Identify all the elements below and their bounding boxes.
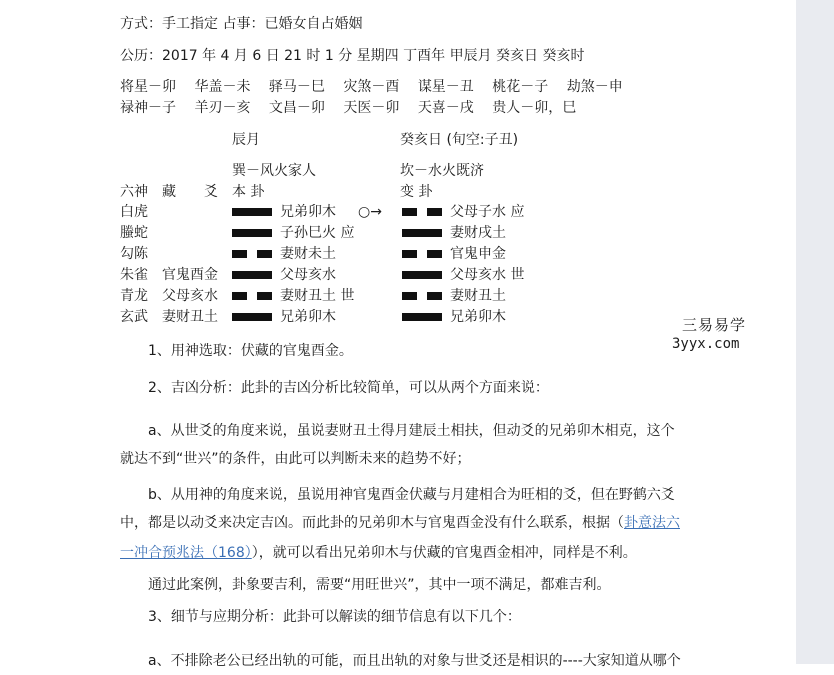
reference-link-cont[interactable]: 一冲合预兆法（168） — [120, 545, 252, 561]
para-a-line2: 就达不到“世兴”的条件，由此可以判断未来的趋势不好； — [120, 451, 471, 467]
shensha-item: 驿马－巳 — [268, 79, 325, 95]
yin-line-left — [402, 292, 417, 300]
fushen-label: 官鬼酉金 — [162, 267, 218, 283]
liushen-label: 螣蛇 — [120, 225, 148, 241]
ben-yao-text: 兄弟卯木 — [280, 204, 336, 220]
bian-yao-text: 兄弟卯木 — [450, 309, 506, 325]
ben-yao-text: 父母亥水 — [280, 267, 336, 283]
shensha-item: 将星－卯 — [120, 79, 176, 95]
shensha-item: 谋星－丑 — [417, 79, 474, 95]
ben-yao-symbol — [232, 229, 272, 237]
para-b-text: 中，都是以动爻来决定吉凶。而此卦的兄弟卯木与官鬼酉金没有什么联系，根据（ — [120, 515, 624, 531]
liushen-label: 青龙 — [120, 288, 148, 304]
yang-line — [232, 271, 272, 279]
shensha-item: 灾煞－酉 — [343, 79, 400, 95]
yin-line-right — [257, 250, 272, 258]
yao-row — [120, 223, 680, 243]
yang-line — [402, 229, 442, 237]
bian-yao-symbol — [402, 292, 442, 300]
para-b-line3 — [120, 540, 680, 567]
yao-row — [120, 202, 680, 222]
yang-line — [232, 208, 272, 216]
shensha-item: 劫煞－申 — [566, 79, 623, 95]
bian-yao-text: 妻财戌土 — [450, 225, 506, 241]
yao-row — [120, 244, 680, 264]
yin-line-right — [257, 292, 272, 300]
ben-gua-name: 巽－风火家人 — [232, 163, 316, 179]
ben-yao-text: 兄弟卯木 — [280, 309, 336, 325]
ben-yao-symbol — [232, 208, 272, 216]
ben-yao-symbol — [232, 292, 272, 300]
col-fushen: 藏 — [162, 184, 176, 200]
shensha-item: 贵人－卯，巳 — [492, 100, 577, 116]
para-detail-a: a、不排除老公已经出轨的可能，而且出轨的对象与世爻还是相识的----大家知道从哪个 — [148, 653, 681, 669]
watermark-url: 3yyx.com — [672, 336, 740, 352]
shensha-row-1 — [120, 77, 640, 97]
liushen-label: 白虎 — [120, 204, 148, 220]
yang-line — [232, 229, 272, 237]
yin-line-right — [427, 208, 442, 216]
yang-line — [402, 313, 442, 321]
yang-line — [402, 271, 442, 279]
shensha-item: 羊刃－亥 — [194, 100, 251, 116]
para-b-line2 — [120, 510, 680, 537]
yin-line-left — [232, 292, 247, 300]
ben-yao-symbol — [232, 313, 272, 321]
bian-yao-symbol — [402, 250, 442, 258]
yin-line-right — [427, 250, 442, 258]
fushen-label: 父母亥水 — [162, 288, 218, 304]
bian-yao-symbol — [402, 208, 442, 216]
para-yongshen: 1、用神选取：伏藏的官鬼酉金。 — [148, 343, 353, 359]
bian-gua-name: 坎－水火既济 — [400, 163, 484, 179]
yin-line-left — [232, 250, 247, 258]
bian-yao-text: 官鬼申金 — [450, 246, 506, 262]
para-a-line1: a、从世爻的角度来说，虽说妻财丑土得月建辰土相扶，但动爻的兄弟卯木相克，这个 — [148, 423, 675, 439]
para-summary: 通过此案例，卦象要吉利，需要“用旺世兴”，其中一项不满足，都难吉利。 — [148, 577, 611, 593]
ben-yao-text: 妻财丑土 世 — [280, 288, 355, 304]
shensha-row-2 — [120, 98, 640, 118]
yao-row — [120, 307, 680, 327]
site-watermark — [664, 312, 792, 358]
reference-link[interactable]: 卦意法六 — [624, 515, 680, 531]
ben-yao-symbol — [232, 271, 272, 279]
liushen-label: 玄武 — [120, 309, 148, 325]
fushen-label: 妻财丑土 — [162, 309, 218, 325]
col-ben: 本 卦 — [232, 184, 265, 200]
liushen-label: 勾陈 — [120, 246, 148, 262]
method-line: 方式：手工指定 占事：已婚女自占婚姻 — [120, 16, 363, 32]
ben-yao-text: 妻财未土 — [280, 246, 336, 262]
bian-yao-text: 父母亥水 世 — [450, 267, 525, 283]
yang-line — [232, 313, 272, 321]
bian-yao-text: 妻财丑土 — [450, 288, 506, 304]
col-yao: 爻 — [204, 184, 218, 200]
yin-line-left — [402, 208, 417, 216]
bian-yao-symbol — [402, 313, 442, 321]
ben-yao-symbol — [232, 250, 272, 258]
ben-yao-text: 子孙巳火 应 — [280, 225, 355, 241]
col-bian: 变 卦 — [400, 184, 433, 200]
moving-marker: ○→ — [358, 204, 382, 220]
para-detail: 3、细节与应期分析：此卦可以解读的细节信息有以下几个： — [148, 609, 521, 625]
shensha-item: 华盖－未 — [194, 79, 251, 95]
shensha-item: 桃花－子 — [492, 79, 549, 95]
shensha-item: 天医－卯 — [343, 100, 400, 116]
yin-line-right — [427, 292, 442, 300]
para-b-text-end: ），就可以看出兄弟卯木与伏藏的官鬼酉金相冲，同样是不利。 — [251, 545, 637, 561]
liushen-label: 朱雀 — [120, 267, 148, 283]
yin-line-left — [402, 250, 417, 258]
yao-row — [120, 265, 680, 285]
shensha-item: 文昌－卯 — [268, 100, 325, 116]
para-b-line1: b、从用神的角度来说，虽说用神官鬼酉金伏藏与月建相合为旺相的爻，但在野鹤六爻 — [148, 487, 675, 503]
day-label: 癸亥日 (旬空:子丑) — [400, 132, 519, 148]
shensha-item: 天喜－戌 — [417, 100, 474, 116]
date-line: 公历：2017 年 4 月 6 日 21 时 1 分 星期四 丁酉年 甲辰月 癸亥日 癸亥时 — [120, 48, 585, 64]
bian-yao-symbol — [402, 271, 442, 279]
para-jixiong: 2、吉凶分析：此卦的吉凶分析比较简单，可以从两个方面来说： — [148, 380, 549, 396]
bian-yao-symbol — [402, 229, 442, 237]
watermark-title: 三易易学 — [682, 316, 747, 334]
right-margin — [796, 0, 834, 664]
bian-yao-text: 父母子水 应 — [450, 204, 525, 220]
col-liushen: 六神 — [120, 184, 148, 200]
month-label: 辰月 — [232, 132, 260, 148]
shensha-item: 禄神－子 — [120, 100, 176, 116]
yao-row — [120, 286, 680, 306]
